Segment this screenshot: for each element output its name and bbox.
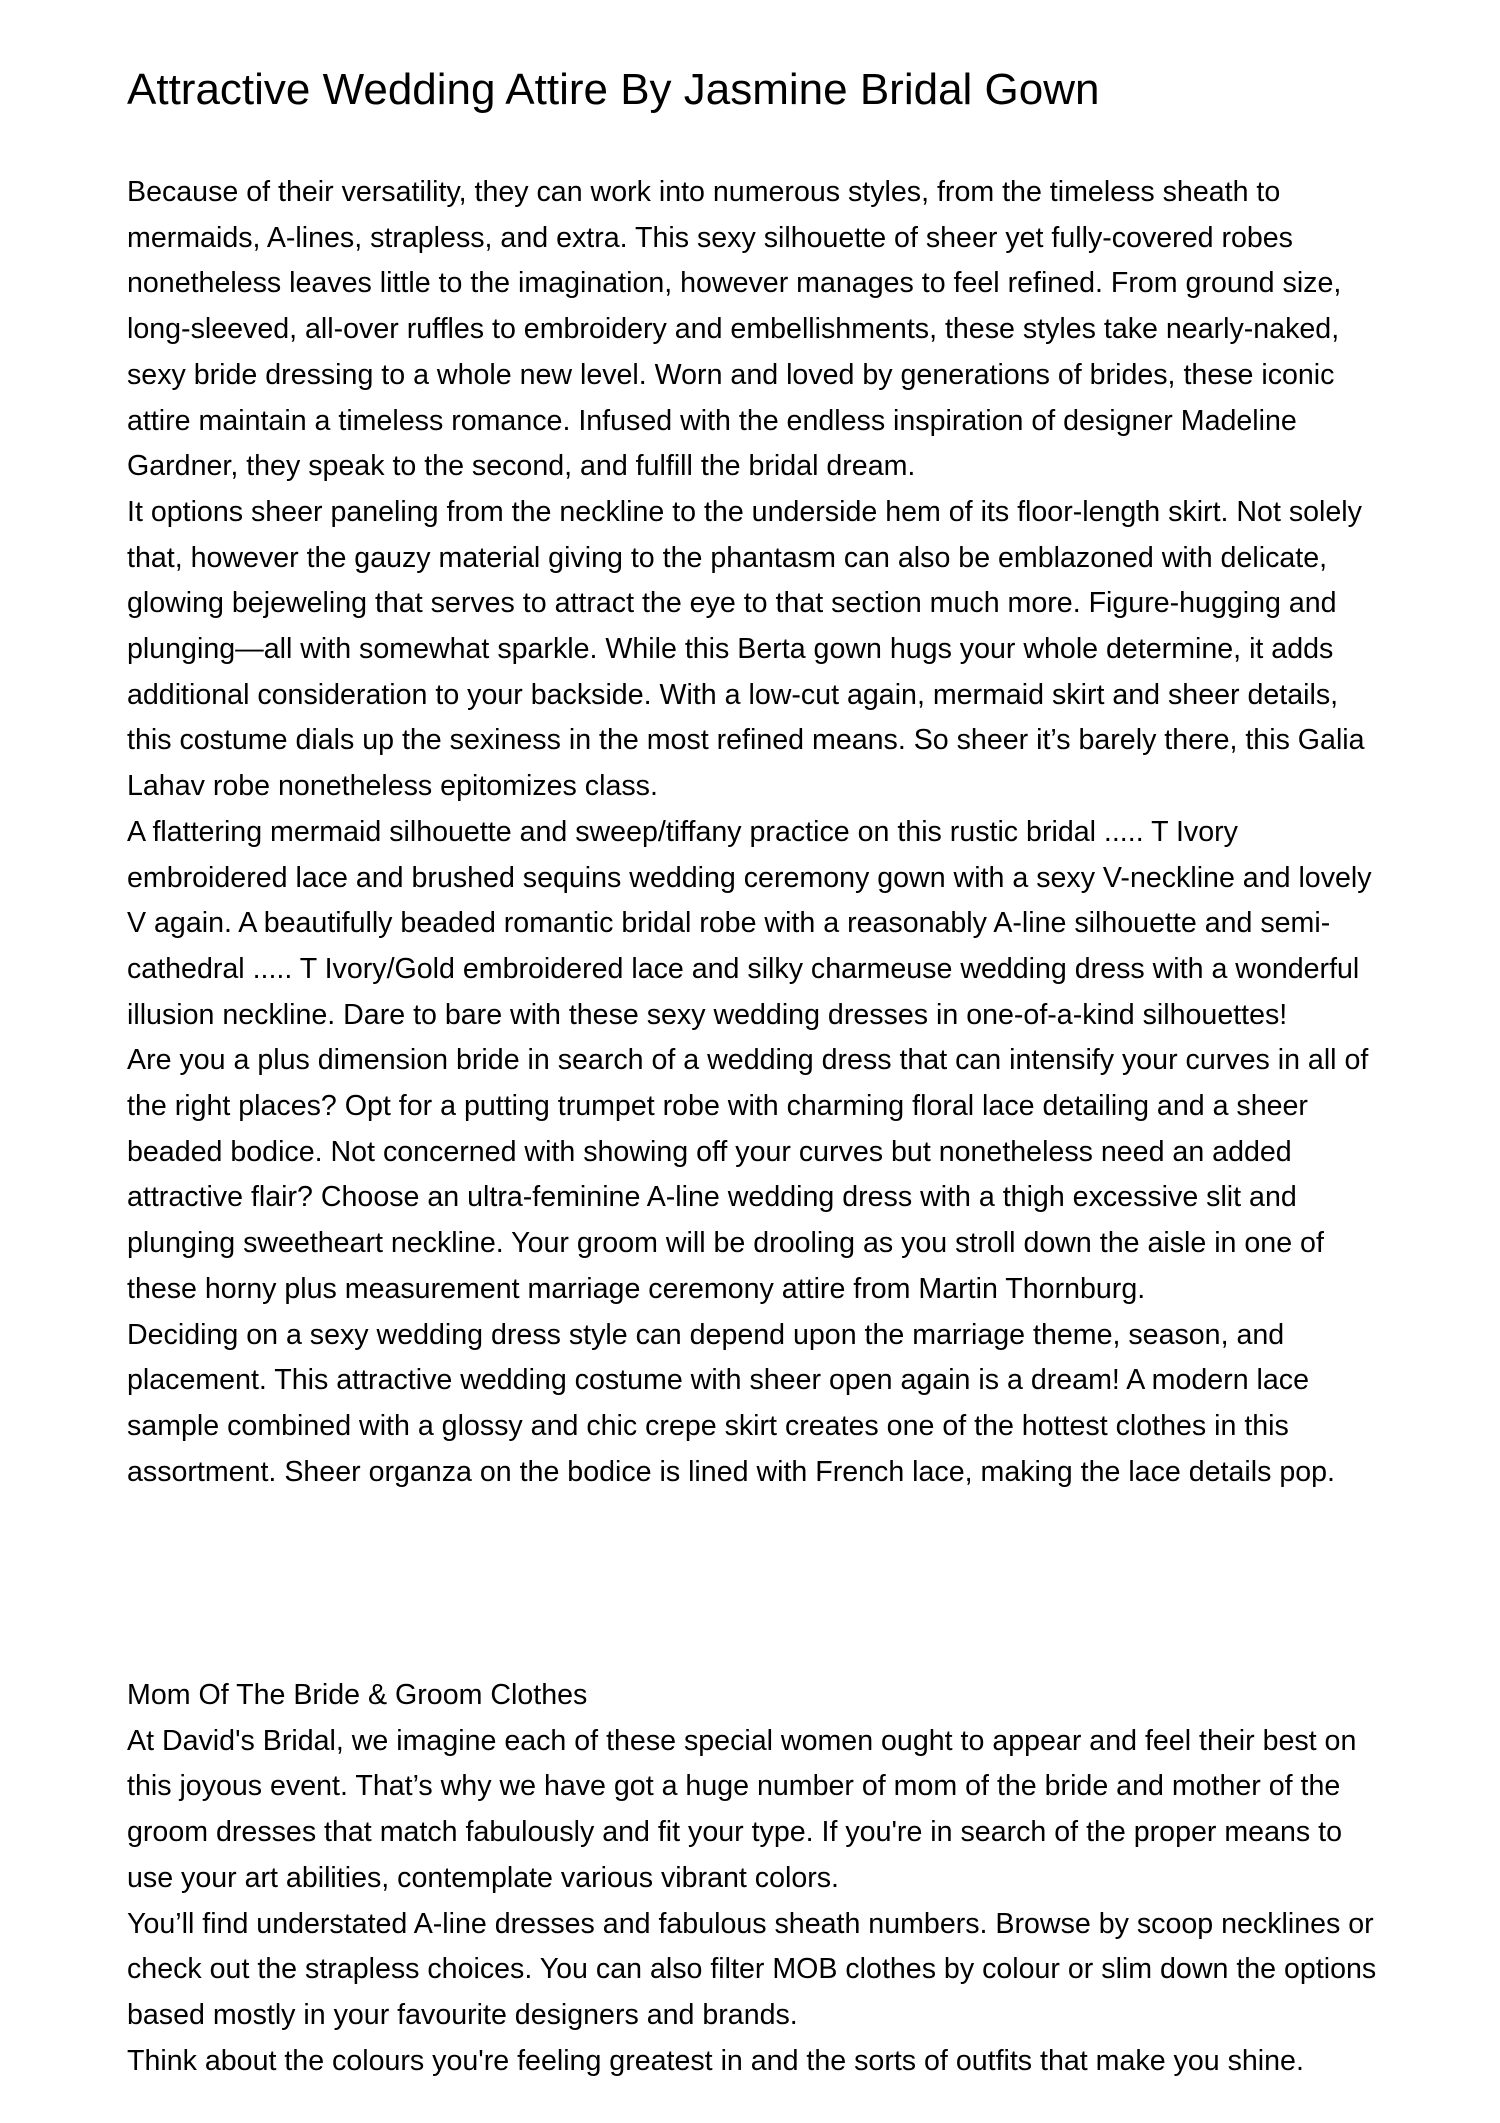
paragraph: Think about the colours you're feeling greatest in and the sorts of outfits that make you shine. [127, 2044, 1304, 2077]
paragraph: Because of their versatility, they can work into numerous styles, from the timeless sheath to mermaids, A-lines, strapless, and extra. This sexy silhouette of sheer yet fully-covered robes nonetheless leaves little to the imagination, however manages to feel refined. From ground size, long-sleeved, all-over ruffles to embroidery and embellishments, these styles take nearly-naked, sexy bride dressing to a whole new level. Worn and loved by generations of brides, these iconic attire maintain a timeless romance. Infused with the endless inspiration of designer Madeline Gardner, they speak to the second, and fulfill the bridal dream. [127, 176, 1342, 483]
paragraph: At David's Bridal, we imagine each of these special women ought to appear and feel their best on this joyous event. That’s why we have got a huge number of mom of the bride and mother of the groom dresses that match fabulously and fit your type. If you're in search of the proper means to use your art abilities, contemplate various vibrant colors. [127, 1724, 1357, 1894]
paragraph: A flattering mermaid silhouette and sweep/tiffany practice on this rustic bridal ..... T Ivory embroidered lace and brushed sequins wedding ceremony gown with a sexy V-neckline and lovely V again. A beautifully beaded romantic bridal robe with a reasonably A-line silhouette and semi-cathedral ..... T Ivory/Gold embroidered lace and silky charmeuse wedding dress with a wonderful illusion neckline. Dare to bare with these sexy wedding dresses in one-of-a-kind silhouettes! [127, 815, 1372, 1031]
paragraph: It options sheer paneling from the neckline to the underside hem of its floor-length skirt. Not solely that, however the gauzy material giving to the phantasm can also be emblazoned with delicate, glowing bejeweling that serves to attract the eye to that section much more. Figure-hugging and plunging—all with somewhat sparkle. While this Berta gown hugs your whole determine, it adds additional consideration to your backside. With a low-cut again, mermaid skirt and sheer details, this costume dials up the sexiness in the most refined means. So sheer it’s barely there, this Galia Lahav robe nonetheless epitomizes class. [127, 495, 1365, 803]
section-heading: Mom Of The Bride & Groom Clothes [127, 1679, 588, 1711]
section-mother-of-bride [127, 1673, 1387, 2084]
paragraph: Deciding on a sexy wedding dress style can depend upon the marriage theme, season, and placement. This attractive wedding costume with sheer open again is a dream! A modern lace sample combined with a glossy and chic crepe skirt creates one of the hottest clothes in this assortment. Sheer organza on the bodice is lined with French lace, making the lace details pop. [127, 1318, 1335, 1488]
paragraph: Are you a plus dimension bride in search of a wedding dress that can intensify your curves in all of the right places? Opt for a putting trumpet robe with charming floral lace detailing and a sheer beaded bodice. Not concerned with showing off your curves but nonetheless need an added attractive flair? Choose an ultra-feminine A-line wedding dress with a thigh excessive slit and plunging sweetheart neckline. Your groom will be drooling as you stroll down the aisle in one of these horny plus measurement marriage ceremony attire from Martin Thornburg. [127, 1044, 1369, 1305]
article-body [127, 170, 1387, 1495]
paragraph: You’ll find understated A-line dresses and fabulous sheath numbers. Browse by scoop necklines or check out the strapless choices. You can also filter MOB clothes by colour or slim down the options based mostly in your favourite designers and brands. [127, 1907, 1377, 2031]
page-title: Attractive Wedding Attire By Jasmine Bridal Gown [127, 65, 1100, 114]
